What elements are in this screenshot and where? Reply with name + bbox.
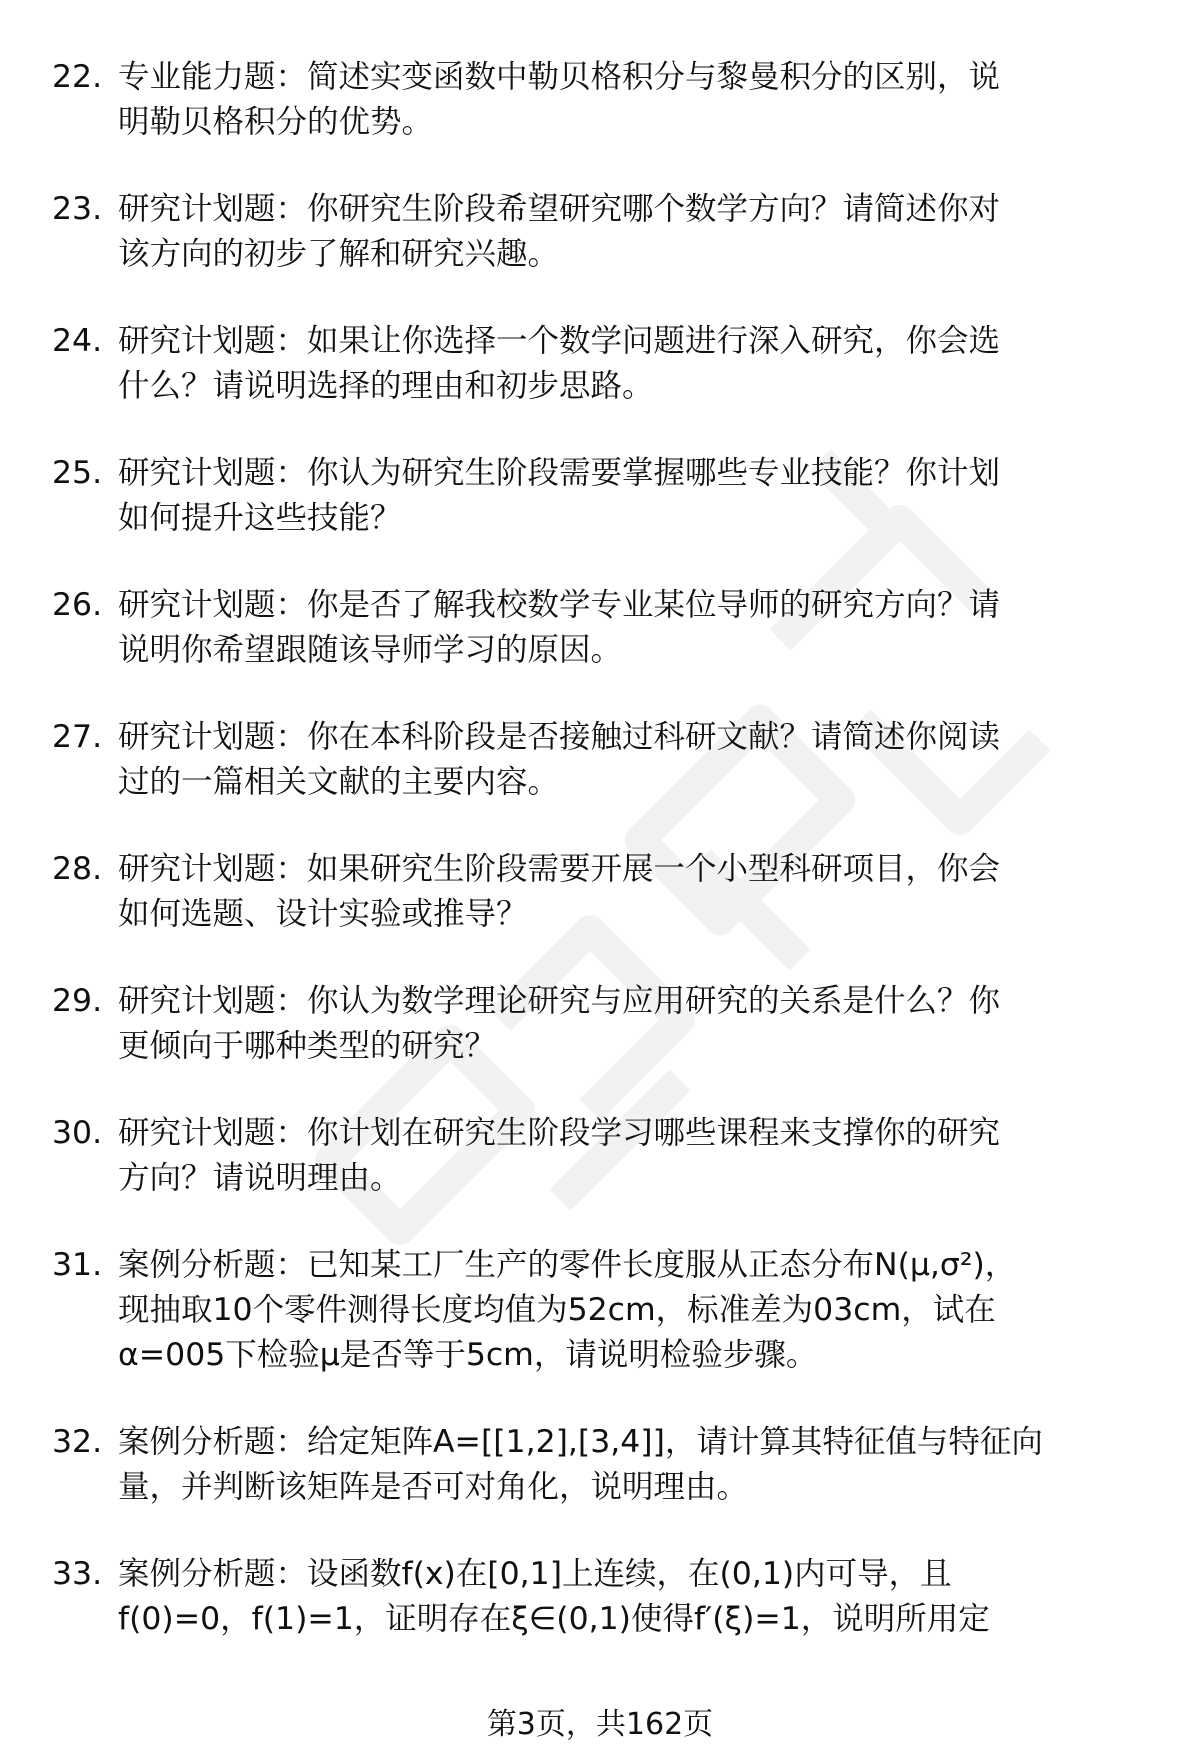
question-line: 明勒贝格积分的优势。	[118, 104, 434, 140]
question-line: 专业能力题：简述实变函数中勒贝格积分与黎曼积分的区别，说	[118, 59, 1001, 95]
question-text	[118, 847, 1182, 937]
question-item	[0, 55, 1200, 187]
question-item	[0, 187, 1200, 319]
question-line: 研究计划题：如果让你选择一个数学问题进行深入研究，你会选	[118, 323, 1001, 359]
question-text	[118, 715, 1182, 805]
question-text	[118, 583, 1182, 673]
question-text	[118, 1111, 1182, 1201]
question-item	[0, 715, 1200, 847]
question-line: 方向？请说明理由。	[118, 1160, 402, 1196]
question-line: 研究计划题：你在本科阶段是否接触过科研文献？请简述你阅读	[118, 719, 1001, 755]
question-line: 研究计划题：你研究生阶段希望研究哪个数学方向？请简述你对	[118, 191, 1001, 227]
question-line: f(0)=0，f(1)=1，证明存在ξ∈(0,1)使得f′(ξ)=1，说明所用定	[118, 1601, 990, 1637]
question-item	[0, 979, 1200, 1111]
question-line: 什么？请说明选择的理由和初步思路。	[118, 368, 654, 404]
question-line: 如何选题、设计实验或推导？	[118, 896, 528, 932]
question-line: 如何提升这些技能？	[118, 500, 402, 536]
question-text	[118, 187, 1182, 277]
question-line: 该方向的初步了解和研究兴趣。	[118, 236, 560, 272]
page-number-label: 第3页，共162页	[486, 1707, 714, 1742]
question-number: 26.	[52, 587, 103, 623]
question-number: 33.	[52, 1556, 103, 1592]
question-item	[0, 847, 1200, 979]
question-line: 研究计划题：你是否了解我校数学专业某位导师的研究方向？请	[118, 587, 1001, 623]
question-line: α=005下检验μ是否等于5cm，请说明检验步骤。	[118, 1337, 818, 1373]
question-item	[0, 1552, 1200, 1684]
question-line: 量，并判断该矩阵是否可对角化，说明理由。	[118, 1469, 749, 1505]
question-text	[118, 319, 1182, 409]
question-line: 说明你希望跟随该导师学习的原因。	[118, 632, 623, 668]
question-text	[118, 55, 1182, 145]
question-text	[118, 1420, 1182, 1510]
question-item	[0, 1420, 1200, 1552]
question-line: 更倾向于哪种类型的研究？	[118, 1028, 497, 1064]
question-item	[0, 451, 1200, 583]
question-line: 案例分析题：设函数f(x)在[0,1]上连续，在(0,1)内可导，且	[118, 1556, 952, 1592]
question-item	[0, 583, 1200, 715]
question-line: 案例分析题：已知某工厂生产的零件长度服从正态分布N(μ,σ²)，	[118, 1247, 1017, 1283]
question-text	[118, 1552, 1182, 1642]
page-footer	[0, 1705, 1200, 1745]
question-line: 现抽取10个零件测得长度均值为52cm，标准差为03cm，试在	[118, 1292, 996, 1328]
question-number: 22.	[52, 59, 103, 95]
question-number: 28.	[52, 851, 103, 887]
question-item	[0, 319, 1200, 451]
question-item	[0, 1243, 1200, 1420]
question-line: 研究计划题：如果研究生阶段需要开展一个小型科研项目，你会	[118, 851, 1001, 887]
question-number: 24.	[52, 323, 103, 359]
question-text	[118, 979, 1182, 1069]
question-item	[0, 1111, 1200, 1243]
question-number: 30.	[52, 1115, 103, 1151]
question-number: 32.	[52, 1424, 103, 1460]
question-line: 案例分析题：给定矩阵A=[[1,2],[3,4]]，请计算其特征值与特征向	[118, 1424, 1043, 1460]
question-number: 25.	[52, 455, 103, 491]
question-number: 27.	[52, 719, 103, 755]
question-number: 31.	[52, 1247, 103, 1283]
question-number: 23.	[52, 191, 103, 227]
question-text	[118, 1243, 1182, 1378]
question-line: 研究计划题：你计划在研究生阶段学习哪些课程来支撑你的研究	[118, 1115, 1001, 1151]
question-line: 研究计划题：你认为数学理论研究与应用研究的关系是什么？你	[118, 983, 1001, 1019]
question-list	[0, 55, 1200, 1684]
question-number: 29.	[52, 983, 103, 1019]
question-line: 过的一篇相关文献的主要内容。	[118, 764, 560, 800]
question-line: 研究计划题：你认为研究生阶段需要掌握哪些专业技能？你计划	[118, 455, 1001, 491]
question-text	[118, 451, 1182, 541]
